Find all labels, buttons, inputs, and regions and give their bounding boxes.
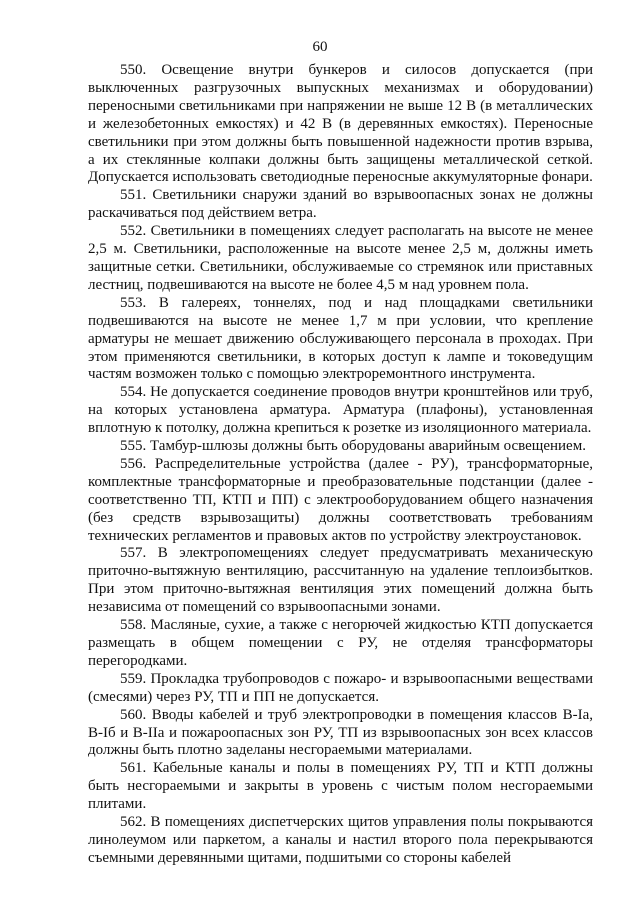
- paragraph-553: 553. В галереях, тоннелях, под и над площадками светильники подвешиваются на высоте не менее 1,7 м при условии, что крепление арматуры не мешает движению обслуживающего персонала в проходах. При этом применяются светильники, в которых доступ к лампе и токоведущим частям возможен только с помощью электроремонтного инструмента.: [88, 294, 593, 383]
- page-number: 60: [312, 39, 328, 55]
- paragraph-558: 558. Масляные, сухие, а также с негорючей жидкостью КТП допускается размещать в общем помещении с РУ, не отделяя трансформаторы перегородками.: [88, 617, 593, 669]
- paragraph-562: 562. В помещениях диспетчерских щитов управления полы покрываются линолеумом или паркетом, а каналы и настил второго пола перекрываются съемными деревянными щитами, подшитыми со стороны кабелей: [88, 814, 593, 866]
- paragraph-561: 561. Кабельные каналы и полы в помещениях РУ, ТП и КТП должны быть несгораемыми и закрыты в уровень с чистым полом несгораемыми плитами.: [88, 760, 593, 813]
- paragraph-556: 556. Распределительные устройства (далее - РУ), трансформаторные, комплектные трансформаторные и преобразовательные подстанции (далее - соответственно ТП, КТП и ПП) с электрооборудованием общего назначения (без средств взрывозащиты) должны соответствовать требованиям технических регламентов и правовых актов по устройству электроустановок.: [88, 455, 593, 544]
- paragraph-554: 554. Не допускается соединение проводов внутри кронштейнов или труб, на которых установлена арматура. Арматура (плафоны), установленная вплотную к потолку, должна крепиться к розетке из изоляционного материала.: [88, 384, 593, 437]
- paragraph-555: 555. Тамбур-шлюзы должны быть оборудованы аварийным освещением.: [120, 438, 586, 455]
- paragraph-559: 559. Прокладка трубопроводов с пожаро- и взрывоопасными веществами (смесями) через РУ, ТП и ПП не допускается.: [88, 670, 593, 705]
- paragraph-560: 560. Вводы кабелей и труб электропроводки в помещения классов В-Iа, В-Iб и В-IIа и пожароопасных зон РУ, ТП из взрывоопасных зон всех классов должны быть плотно заделаны несгораемыми материалами.: [88, 706, 593, 759]
- paragraph-550: 550. Освещение внутри бункеров и силосов допускается (при выключенных разгрузочных выпускных механизмах и оборудовании) переносными светильниками при напряжении не выше 12 В (в металлических и железобетонных емкостях) и 42 В (в деревянных емкостях). Переносные светильники при этом должны быть повышенной надежности против взрыва, а их стеклянные колпаки должны быть защищены металлической сеткой. Допускается использовать светодиодные переносные аккумуляторные фонари.: [88, 62, 593, 186]
- paragraph-551: 551. Светильники снаружи зданий во взрывоопасных зонах не должны раскачиваться под действием ветра.: [88, 187, 593, 222]
- paragraph-557: 557. В электропомещениях следует предусматривать механическую приточно-вытяжную вентиляцию, рассчитанную на удаление теплоизбытков. При этом приточно-вытяжная вентиляция этих помещений должна быть независима от помещений со взрывоопасными зонами.: [88, 545, 593, 616]
- document-body: [88, 62, 593, 868]
- paragraph-552: 552. Светильники в помещениях следует располагать на высоте не менее 2,5 м. Светильники, расположенные на высоте менее 2,5 м, должны иметь защитные сетки. Светильники, обслуживаемые со стремянок или приставных лестниц, подвешиваются на высоте не более 4,5 м над уровнем пола.: [88, 223, 593, 293]
